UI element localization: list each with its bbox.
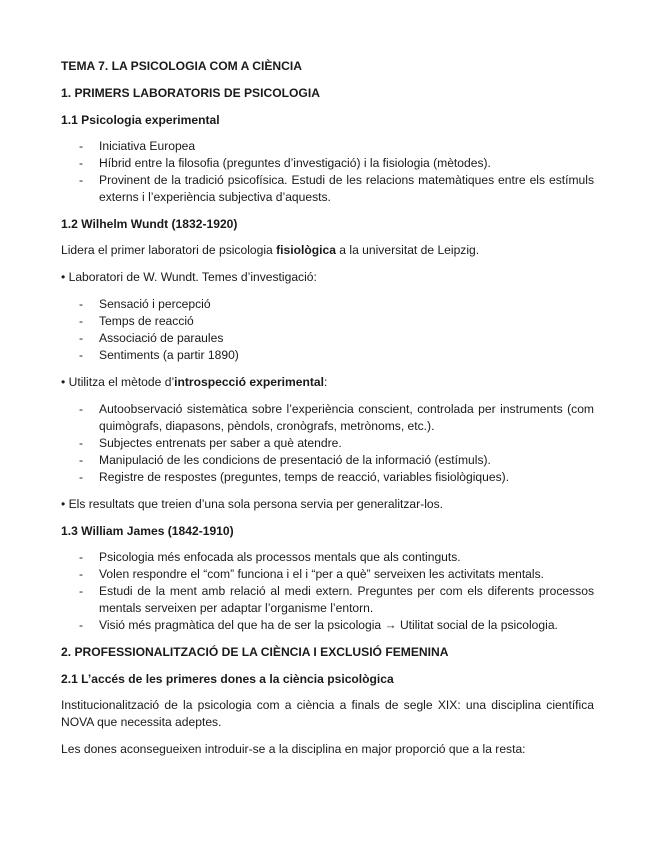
- list-item: - Psicologia més enfocada als processos mentals que als continguts.: [61, 549, 594, 566]
- section-2-heading: 2. PROFESSIONALITZACIÓ DE LA CIÈNCIA I EXCLUSIÓ FEMENINA: [61, 645, 449, 659]
- section-1-3-heading: 1.3 William James (1842-1910): [61, 524, 234, 538]
- list-item: - Sentiments (a partir 1890): [61, 347, 594, 364]
- list-item: - Provinent de la tradició psicofísica. Estudi de les relacions matemàtiques entre els estímuls externs i l’experiència subjectiva d’aquests.: [61, 172, 594, 206]
- list-item: - Iniciativa Europea: [61, 138, 594, 155]
- wundt-intro: [61, 242, 594, 259]
- method-pre: • Utilitza el mètode d’: [61, 375, 175, 389]
- list-item: - Sensació i percepció: [61, 296, 594, 313]
- list-item: - Subjectes entrenats per saber a què atendre.: [61, 435, 594, 452]
- section-2-1-para-1: Institucionalització de la psicologia com a ciència a finals de segle XIX: una disciplina científica NOVA que necessita adeptes.: [61, 698, 594, 729]
- section-1-3-list: [61, 549, 594, 634]
- list-item: - Autoobservació sistemàtica sobre l’experiència conscient, controlada per instruments (com quimògrafs, diapasons, pèndols, cronògrafs, metrònoms, etc.).: [61, 401, 594, 435]
- wundt-lab-line: • Laboratori de W. Wundt. Temes d’investigació:: [61, 270, 317, 284]
- wundt-method-list: [61, 401, 594, 486]
- wundt-intro-pre: Lidera el primer laboratori de psicologia: [61, 243, 277, 257]
- document-page: [61, 58, 594, 768]
- wundt-intro-bold: fisiològica: [276, 243, 336, 257]
- wundt-intro-post: a la universitat de Leipzig.: [335, 243, 480, 257]
- wundt-topics-list: [61, 296, 594, 364]
- wundt-method-line: [61, 374, 594, 391]
- list-item: - Registre de respostes (preguntes, temps de reacció, variables fisiològiques).: [61, 469, 594, 486]
- section-1-2-heading: 1.2 Wilhelm Wundt (1832-1920): [61, 217, 238, 231]
- list-item: - Híbrid entre la filosofia (preguntes d’investigació) i la fisiologia (mètodes).: [61, 155, 594, 172]
- document-title: TEMA 7. LA PSICOLOGIA COM A CIÈNCIA: [61, 59, 302, 73]
- wundt-results-line: • Els resultats que treien d’una sola persona servia per generalitzar-los.: [61, 497, 444, 511]
- list-item: - Associació de paraules: [61, 330, 594, 347]
- list-item: - Estudi de la ment amb relació al medi extern. Preguntes per com els diferents processos mentals serveixen per adaptar l’organisme l’entorn.: [61, 583, 594, 617]
- list-item: - Volen respondre el “com” funciona i el i “per a què” serveixen les activitats mentals.: [61, 566, 594, 583]
- section-2-1-heading: 2.1 L’accés de les primeres dones a la ciència psicològica: [61, 672, 394, 686]
- section-1-1-heading: 1.1 Psicologia experimental: [61, 113, 220, 127]
- list-item: - Visió més pragmàtica del que ha de ser la psicologia → Utilitat social de la psicologia.: [61, 617, 594, 634]
- method-post: :: [324, 375, 328, 389]
- section-1-heading: 1. PRIMERS LABORATORIS DE PSICOLOGIA: [61, 86, 320, 100]
- list-item: - Temps de reacció: [61, 313, 594, 330]
- section-1-1-list: [61, 138, 594, 206]
- section-2-1-para-2: Les dones aconsegueixen introduir-se a la disciplina en major proporció que a la resta:: [61, 742, 526, 756]
- method-bold: introspecció experimental: [174, 375, 325, 389]
- list-item: - Manipulació de les condicions de presentació de la informació (estímuls).: [61, 452, 594, 469]
